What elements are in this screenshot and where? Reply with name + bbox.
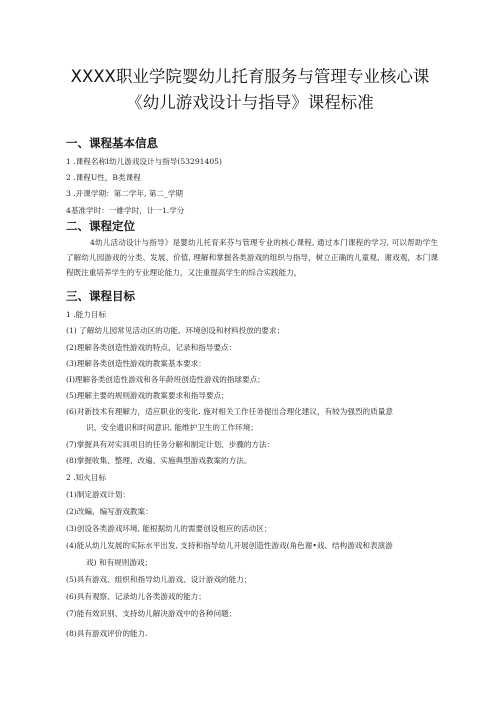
- knowledge-item: (2)改編、编写游戏教案：: [66, 507, 153, 516]
- knowledge-item: (1)制定游戏计划：: [66, 490, 130, 499]
- info-line-course-type: 2 .课程U性，B类课程: [66, 173, 141, 182]
- ability-item: (3)理解各类创造性游戏的教案基本要求：: [66, 359, 206, 368]
- info-line-semester: 3 .开课学期：第二学年, 第二_学期: [66, 189, 184, 198]
- knowledge-item: (7)能有效识别、支持幼儿解决游戏中的各种问题；: [66, 609, 237, 618]
- knowledge-item: (8)具有游戏评价的能力.: [66, 629, 148, 638]
- knowledge-item: (5)具有游戏、组织和指导幼儿游戏、设计游戏的能力；: [66, 575, 252, 584]
- ability-item: (6)对新技术有理解力，适应职业的变化. 施对相关工作任务提出合理化建议，有较为强烈的质量意: [66, 407, 393, 416]
- sub-heading-ability: 1 .能力目标: [66, 310, 107, 319]
- sub-heading-knowledge: 2 .知火目标: [66, 473, 107, 482]
- info-line-hours: 4基准学时：一維学时，计一1.学分: [66, 206, 185, 215]
- document-title: XXXX职业学院婴幼儿托育服务与管理专业核心课《幼儿游戏设计与指导》课程标准: [70, 67, 430, 112]
- knowledge-item: (6)具有观察、记录幼儿各类游戏的能力；: [66, 592, 206, 601]
- ability-item: (I)理解各类创造性游戏和各年龄班创造性游戏的指球要点；: [66, 375, 265, 384]
- ability-item: (1) 了解幼儿园常见活动区的功能、环境创设和材料投放的要求；: [66, 326, 285, 335]
- knowledge-item: (4)能从幼儿发展的实际水平出发, 支持和指导幼儿开展创造性游戏(角色谢•戏、结构游戏和表演游: [66, 541, 393, 550]
- knowledge-item-continuation: 戏) 和有规则游戏；: [86, 558, 153, 567]
- ability-item: (8)掌握收集、整理、改遍、实施典型游戏教案的方法。: [66, 456, 252, 465]
- section-heading-basic-info: 一、课程基本信息: [66, 136, 158, 150]
- ability-item: (5)理解主要的规则游戏的教案要求和指导要点；: [66, 391, 229, 400]
- section-heading-objectives: 三、课程目标: [66, 289, 135, 303]
- positioning-paragraph: 4幼儿活动设计与指导》是婴幼儿托育来芬与管理专业的核心课程, 通过本门课程的学习, 可以帮助学生了解幼儿园游戏的分类、发展、价值, 理解和掌握各类游戏的组织与指导，树立正确的儿童观、谢戏观，本门课程既注重培养学生的专业理论能力，又注重提高学生的综合实践能力，: [66, 238, 438, 277]
- ability-item-continuation: 识、安全遗识和时间意识, 能维护卫生的工作环境；: [86, 423, 258, 432]
- knowledge-item: (3)创设各类游戏环境, 能根据幼儿的需要创设相应的活动区；: [66, 524, 272, 533]
- ability-item: (2)理解各类创造性游戏的特点、记录和指导要点：: [66, 343, 237, 352]
- ability-item: (7)掌握具有对实训项目的任务分解和制定计划、步骤的方法：: [66, 440, 275, 449]
- info-line-course-name: 1 .课程名称I幼儿游戏设计与指导(53291405): [66, 157, 222, 166]
- section-heading-positioning: 二、课程定位: [66, 219, 135, 233]
